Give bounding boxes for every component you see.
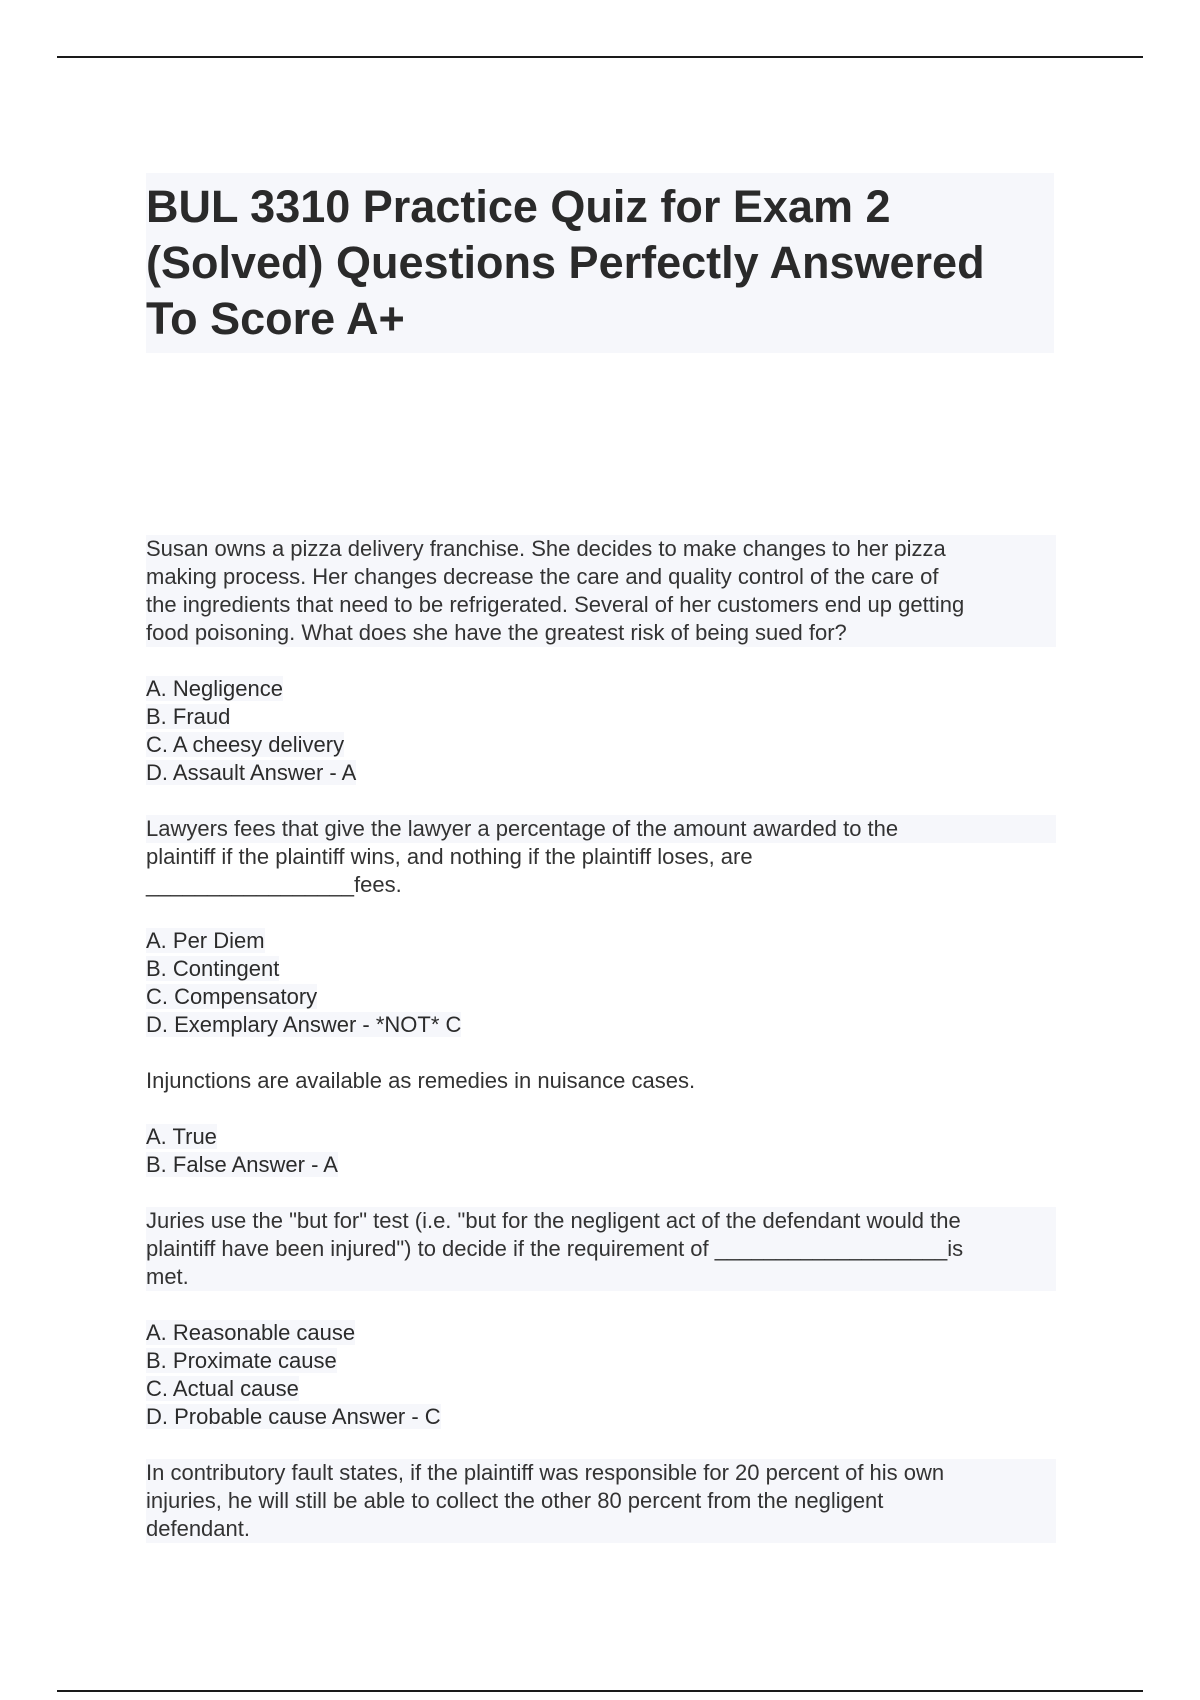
option-text: A. Reasonable cause bbox=[146, 1320, 356, 1345]
option-text: B. False Answer - A bbox=[146, 1152, 338, 1177]
option-text: D. Probable cause Answer - C bbox=[146, 1404, 441, 1429]
option bbox=[146, 1151, 1056, 1179]
bottom-rule bbox=[57, 1690, 1143, 1692]
question-4-options bbox=[146, 1319, 1056, 1431]
document-body bbox=[146, 535, 1056, 1543]
stem-line: plaintiff have been injured") to decide if the requirement of ___________________is bbox=[146, 1236, 964, 1261]
option bbox=[146, 759, 1056, 787]
option bbox=[146, 1403, 1056, 1431]
option bbox=[146, 983, 1056, 1011]
question-2-options bbox=[146, 927, 1056, 1039]
stem-line: plaintiff if the plaintiff wins, and nothing if the plaintiff loses, are bbox=[146, 844, 753, 869]
stem-line: defendant. bbox=[146, 1516, 250, 1541]
option-text: A. Negligence bbox=[146, 676, 283, 701]
stem-line: Susan owns a pizza delivery franchise. She decides to make changes to her pizza bbox=[146, 536, 946, 561]
title-line: To Score A+ bbox=[146, 293, 405, 344]
stem-line: _________________fees. bbox=[146, 872, 402, 897]
option-text: C. Actual cause bbox=[146, 1376, 299, 1401]
question-1-stem bbox=[146, 535, 1056, 647]
question-3-stem bbox=[146, 1067, 1056, 1095]
option-text: B. Contingent bbox=[146, 956, 280, 981]
option bbox=[146, 1375, 1056, 1403]
stem-line: the ingredients that need to be refrigerated. Several of her customers end up getting bbox=[146, 592, 965, 617]
stem-line: making process. Her changes decrease the care and quality control of the care of bbox=[146, 564, 939, 589]
option bbox=[146, 1347, 1056, 1375]
document-title bbox=[146, 173, 1054, 353]
option-text: B. Fraud bbox=[146, 704, 231, 729]
stem-line: Injunctions are available as remedies in nuisance cases. bbox=[146, 1068, 696, 1093]
question-1-options bbox=[146, 675, 1056, 787]
stem-line: Juries use the "but for" test (i.e. "but for the negligent act of the defendant would the bbox=[146, 1208, 961, 1233]
option-text: B. Proximate cause bbox=[146, 1348, 337, 1373]
option bbox=[146, 675, 1056, 703]
title-line: (Solved) Questions Perfectly Answered bbox=[146, 237, 985, 288]
stem-line: In contributory fault states, if the plaintiff was responsible for 20 percent of his own bbox=[146, 1460, 945, 1485]
option bbox=[146, 1319, 1056, 1347]
question-5-stem bbox=[146, 1459, 1056, 1543]
question-4-stem bbox=[146, 1207, 1056, 1291]
option bbox=[146, 1123, 1056, 1151]
option-text: A. True bbox=[146, 1124, 217, 1149]
option bbox=[146, 703, 1056, 731]
question-3-options bbox=[146, 1123, 1056, 1179]
option bbox=[146, 1011, 1056, 1039]
stem-line: injuries, he will still be able to collect the other 80 percent from the negligent bbox=[146, 1488, 884, 1513]
option-text: C. Compensatory bbox=[146, 984, 318, 1009]
stem-line: met. bbox=[146, 1264, 189, 1289]
option-text: D. Assault Answer - A bbox=[146, 760, 357, 785]
question-2-stem bbox=[146, 815, 1056, 899]
option-text: A. Per Diem bbox=[146, 928, 265, 953]
stem-line: food poisoning. What does she have the greatest risk of being sued for? bbox=[146, 620, 847, 645]
option bbox=[146, 731, 1056, 759]
title-line: BUL 3310 Practice Quiz for Exam 2 bbox=[146, 181, 891, 232]
option bbox=[146, 955, 1056, 983]
stem-line: Lawyers fees that give the lawyer a percentage of the amount awarded to the bbox=[146, 815, 1056, 843]
top-rule bbox=[57, 56, 1143, 58]
option bbox=[146, 927, 1056, 955]
option-text: D. Exemplary Answer - *NOT* C bbox=[146, 1012, 462, 1037]
option-text: C. A cheesy delivery bbox=[146, 732, 345, 757]
